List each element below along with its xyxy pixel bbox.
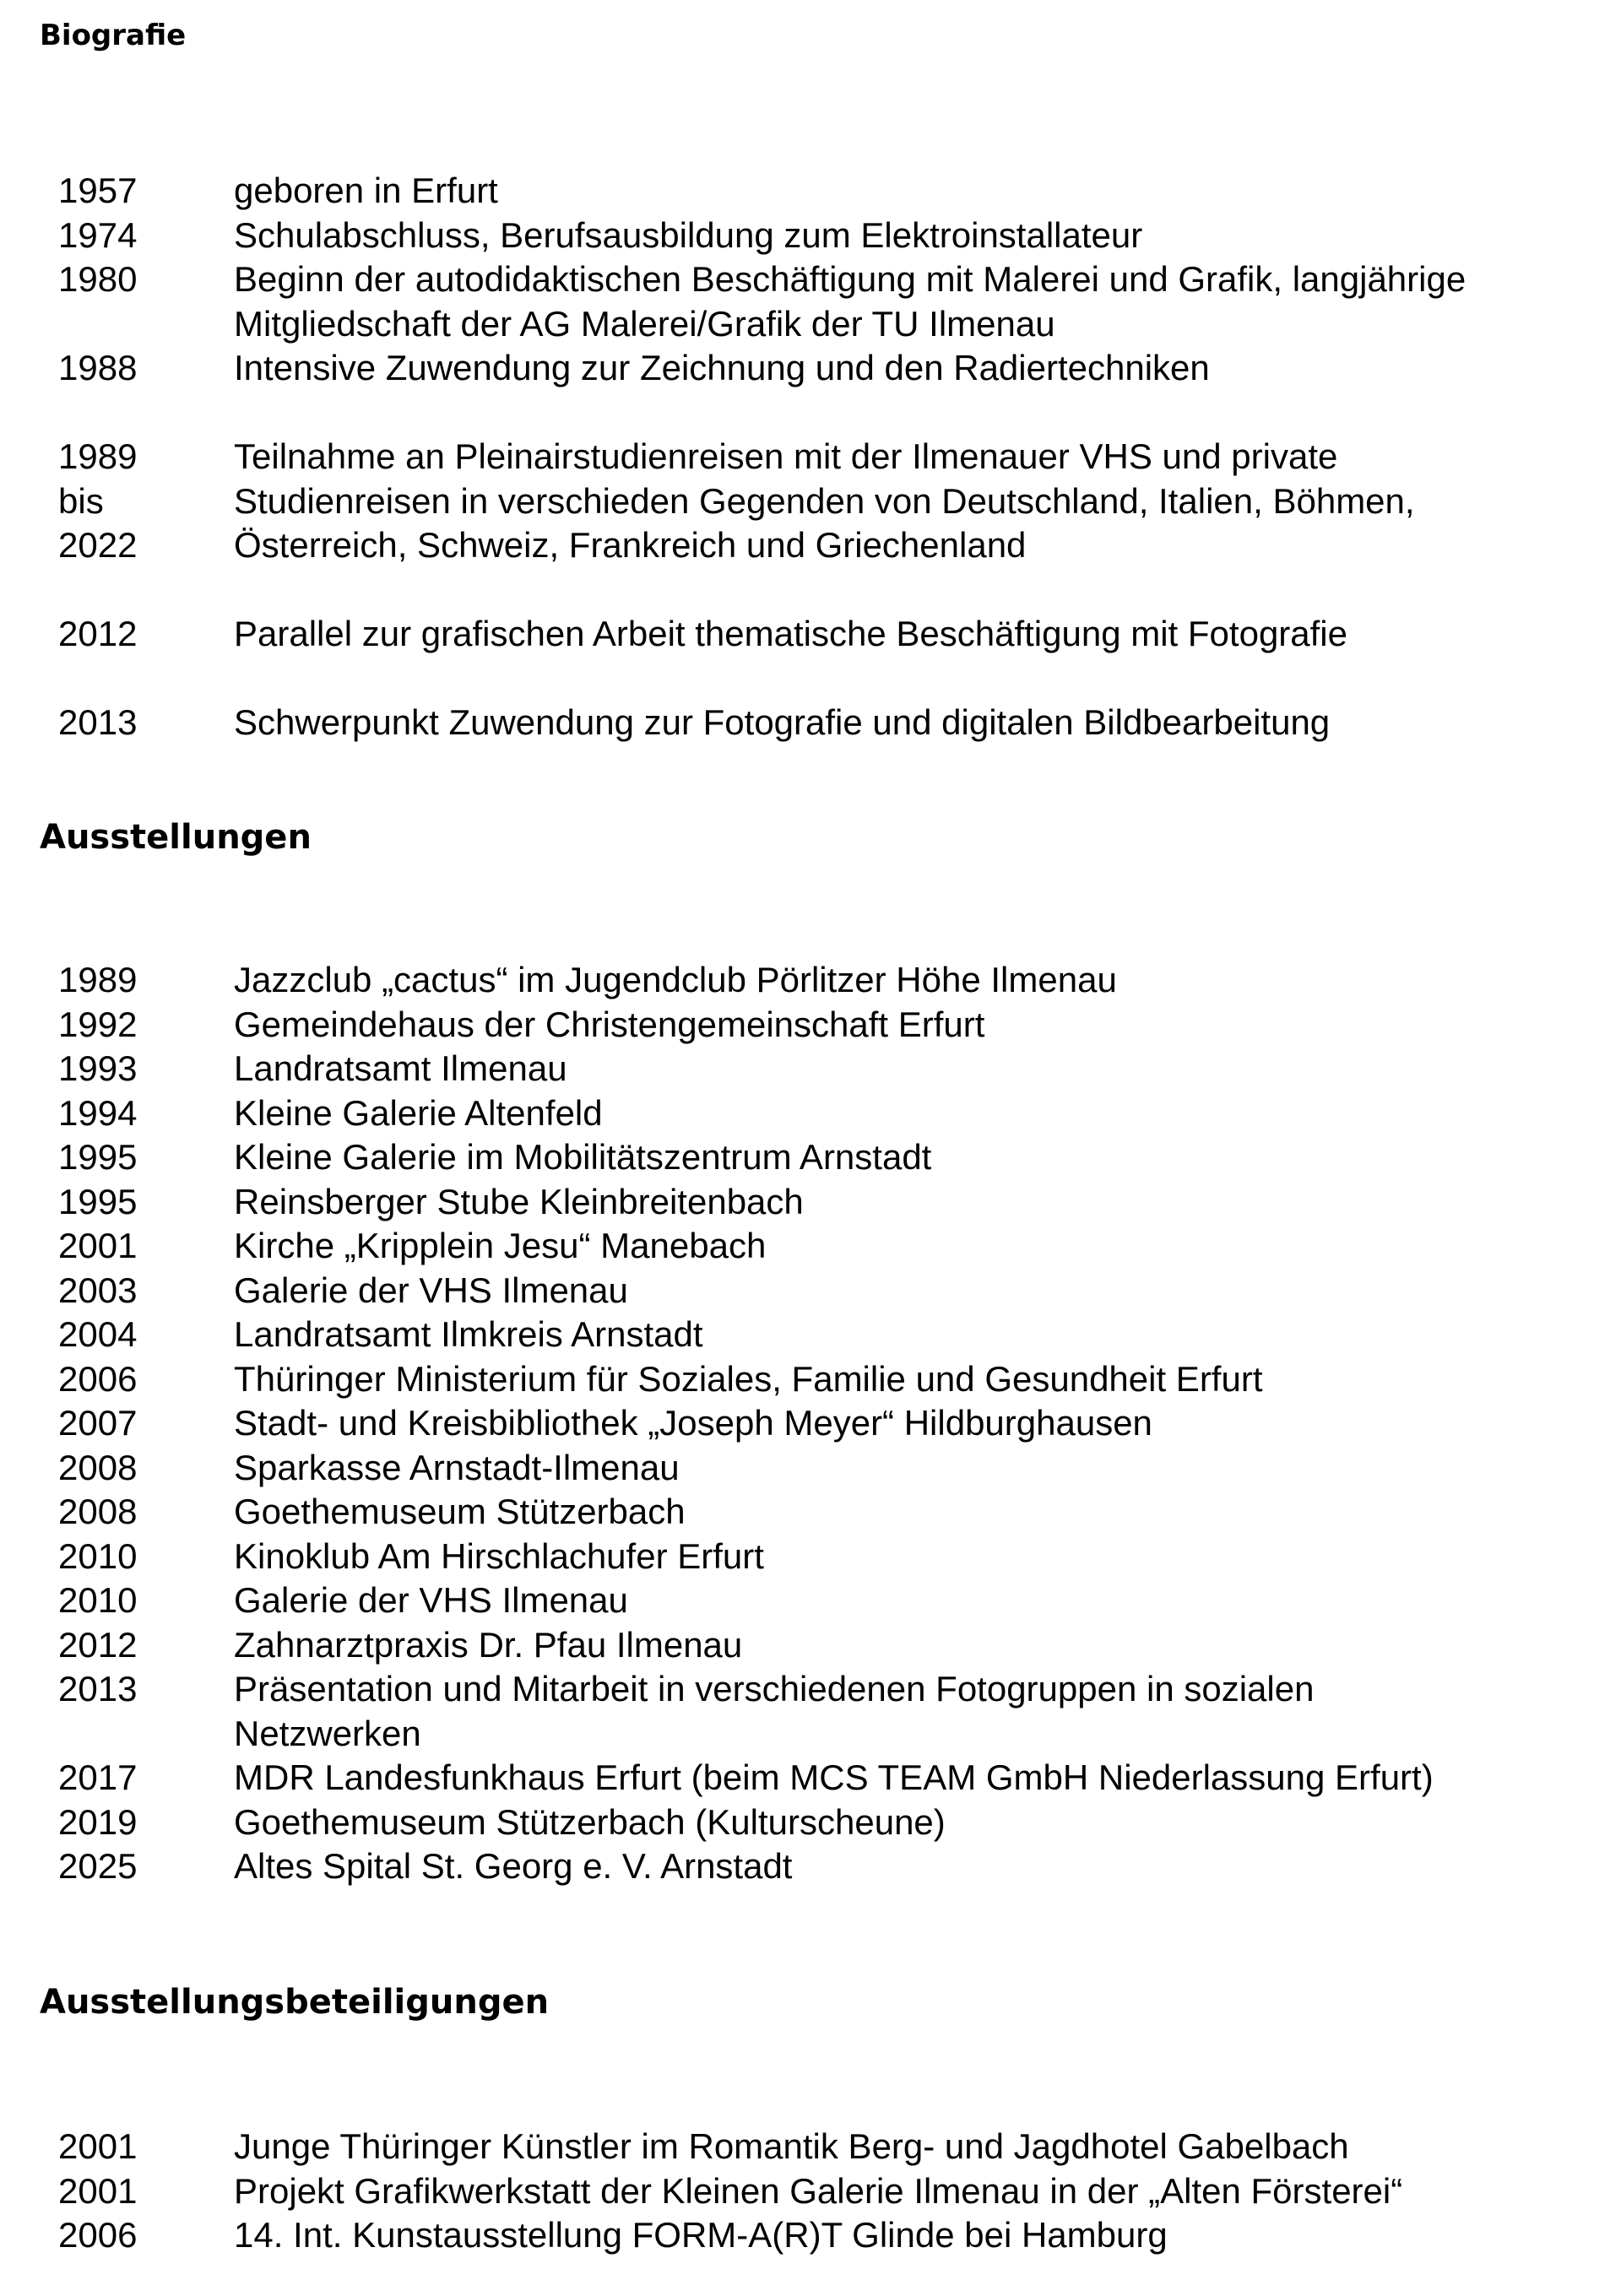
entry-text: Galerie der VHS Ilmenau: [234, 1580, 628, 1620]
entry-year: 2013: [58, 1669, 138, 1708]
list-item: [0, 346, 1621, 391]
entry-year: 2001: [58, 2170, 138, 2211]
entry-year: 2006: [58, 1358, 138, 1399]
list-item: [0, 214, 1621, 258]
list-item: [0, 1844, 1621, 1889]
list-item: [0, 1091, 1621, 1136]
spacer: [0, 657, 1621, 701]
entry-year: bis: [58, 480, 104, 521]
list-item: [0, 2125, 1621, 2169]
list-item: [0, 701, 1621, 745]
entry-year: 2010: [58, 1580, 138, 1620]
entry-text: Landratsamt Ilmenau: [234, 1048, 567, 1088]
entry-text: Schulabschluss, Berufsausbildung zum Elektroinstallateur: [234, 214, 1143, 255]
entry-text: Goethemuseum Stützerbach (Kulturscheune): [234, 1801, 946, 1842]
entry-text: Kleine Galerie Altenfeld: [234, 1092, 603, 1133]
entry-text: Stadt- und Kreisbibliothek „Joseph Meyer“ Hildburghausen: [234, 1403, 1152, 1443]
entry-year: 1957: [58, 171, 138, 210]
entry-year: 2004: [58, 1314, 138, 1354]
biografie-list: [0, 169, 1621, 745]
biografie-heading: Biografie: [40, 19, 187, 52]
entry-text: Reinsberger Stube Kleinbreitenbach: [234, 1181, 804, 1221]
spacer: [0, 391, 1621, 436]
entry-text: Goethemuseum Stützerbach: [234, 1492, 686, 1531]
list-item: [0, 1446, 1621, 1491]
entry-text: Schwerpunkt Zuwendung zur Fotografie und digitalen Bildbearbeitung: [234, 702, 1331, 742]
entry-text: Sparkasse Arnstadt-Ilmenau: [234, 1447, 680, 1487]
entry-text: Kleine Galerie im Mobilitätszentrum Arnstadt: [234, 1137, 932, 1177]
list-item: [0, 958, 1621, 1003]
entry-text: Altes Spital St. Georg e. V. Arnstadt: [234, 1846, 793, 1886]
beteiligungen-list: [0, 2125, 1621, 2258]
entry-year: [0, 302, 234, 347]
entry-year: 2008: [58, 1447, 138, 1487]
spacer: [0, 568, 1621, 613]
list-item: [0, 1135, 1621, 1180]
entry-year: 2001: [58, 1226, 138, 1265]
entry-year: 1995: [58, 1181, 138, 1221]
entry-text: Galerie der VHS Ilmenau: [234, 1270, 628, 1310]
list-item: [0, 1578, 1621, 1623]
list-item: [0, 1801, 1621, 1845]
entry-year: 2013: [58, 702, 138, 742]
list-item: [0, 1357, 1621, 1402]
entry-year: [0, 1712, 234, 1757]
entry-year: 1994: [58, 1092, 138, 1133]
list-item: [0, 1490, 1621, 1535]
entry-text: Präsentation und Mitarbeit in verschiedenen Fotogruppen in sozialen: [234, 1669, 1315, 1708]
entry-year: 1992: [58, 1004, 138, 1044]
list-item: [0, 1313, 1621, 1357]
entry-text: Jazzclub „cactus“ im Jugendclub Pörlitzer Höhe Ilmenau: [234, 960, 1117, 999]
entry-text: Österreich, Schweiz, Frankreich und Griechenland: [234, 525, 1027, 565]
list-item: [0, 257, 1621, 302]
list-item: [0, 302, 1621, 347]
entry-year: 2008: [58, 1492, 138, 1531]
list-item: [0, 2213, 1621, 2258]
ausstellungen-list: [0, 958, 1621, 1889]
entry-year: 1989: [58, 960, 138, 999]
entry-text: 14. Int. Kunstausstellung FORM-A(R)T Glinde bei Hamburg: [234, 2215, 1168, 2255]
entry-year: 2017: [58, 1757, 138, 1797]
entry-year: 2022: [58, 525, 138, 565]
list-item: [0, 1623, 1621, 1668]
entry-year: 2010: [58, 1535, 138, 1576]
entry-text: Netzwerken: [234, 1713, 421, 1753]
entry-year: 2007: [58, 1403, 138, 1443]
entry-year: 2001: [58, 2126, 138, 2166]
list-item: [0, 1401, 1621, 1446]
entry-year: 1989: [58, 436, 138, 476]
entry-text: MDR Landesfunkhaus Erfurt (beim MCS TEAM GmbH Niederlassung Erfurt): [234, 1757, 1434, 1797]
beteiligungen-heading: Ausstellungsbeteiligungen: [40, 1983, 550, 2022]
list-item: [0, 1756, 1621, 1801]
entry-text: Parallel zur grafischen Arbeit thematische Beschäftigung mit Fotografie: [234, 614, 1348, 653]
entry-text: Landratsamt Ilmkreis Arnstadt: [234, 1314, 703, 1354]
ausstellungen-heading: Ausstellungen: [40, 818, 312, 857]
entry-year: 1980: [58, 259, 138, 299]
entry-year: 1988: [58, 348, 138, 387]
list-item: [0, 1667, 1621, 1712]
entry-year: 1974: [58, 214, 138, 255]
entry-text: Kinoklub Am Hirschlachufer Erfurt: [234, 1535, 764, 1576]
entry-text: geboren in Erfurt: [234, 171, 498, 210]
entry-text: Projekt Grafikwerkstatt der Kleinen Galerie Ilmenau in der „Alten Försterei“: [234, 2170, 1403, 2211]
list-item: [0, 1224, 1621, 1269]
entry-text: Teilnahme an Pleinairstudienreisen mit der Ilmenauer VHS und private: [234, 436, 1338, 476]
entry-year: 1995: [58, 1137, 138, 1177]
entry-text: Mitgliedschaft der AG Malerei/Grafik der TU Ilmenau: [234, 303, 1055, 344]
list-item: [0, 1047, 1621, 1091]
entry-text: Junge Thüringer Künstler im Romantik Berg- und Jagdhotel Gabelbach: [234, 2126, 1349, 2166]
entry-text: Kirche „Kripplein Jesu“ Manebach: [234, 1226, 767, 1265]
list-item: [0, 1180, 1621, 1225]
entry-year: 2025: [58, 1846, 138, 1886]
list-item: [0, 169, 1621, 214]
entry-text: Studienreisen in verschieden Gegenden von Deutschland, Italien, Böhmen,: [234, 480, 1415, 521]
entry-text: Intensive Zuwendung zur Zeichnung und den Radiertechniken: [234, 348, 1210, 387]
entry-year: 2012: [58, 614, 138, 653]
list-item: [0, 612, 1621, 657]
entry-year: 2012: [58, 1624, 138, 1665]
list-item: [0, 1712, 1621, 1757]
entry-text: Gemeindehaus der Christengemeinschaft Erfurt: [234, 1004, 985, 1044]
list-item: [0, 1535, 1621, 1579]
list-item: [0, 1269, 1621, 1313]
entry-year: 1993: [58, 1048, 138, 1088]
list-item: [0, 523, 1621, 568]
entry-text: Zahnarztpraxis Dr. Pfau Ilmenau: [234, 1624, 743, 1665]
entry-text: Thüringer Ministerium für Soziales, Familie und Gesundheit Erfurt: [234, 1358, 1263, 1399]
list-item: [0, 435, 1621, 479]
entry-text: Beginn der autodidaktischen Beschäftigung mit Malerei und Grafik, langjährige: [234, 259, 1466, 299]
list-item: [0, 1003, 1621, 1048]
entry-year: 2019: [58, 1801, 138, 1842]
list-item: [0, 479, 1621, 524]
list-item: [0, 2169, 1621, 2214]
entry-year: 2006: [58, 2215, 138, 2255]
entry-year: 2003: [58, 1270, 138, 1310]
